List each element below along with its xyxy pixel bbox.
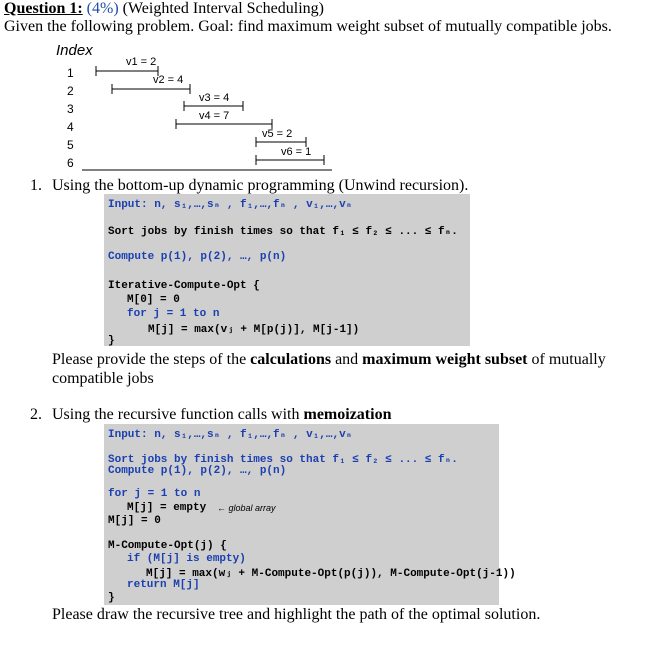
index-3: 3 (67, 102, 74, 116)
job-5-label: v5 = 2 (262, 128, 293, 140)
part2-title-bold: memoization (303, 406, 392, 423)
part2-code-block (104, 424, 516, 605)
index-6: 6 (67, 156, 74, 170)
index-label: Index (56, 42, 93, 59)
job-3-label: v3 = 4 (199, 92, 230, 104)
p2-code-return: return M[j] (127, 579, 200, 591)
p1-code-mj: M[j] = max(vⱼ + M[p(j)], M[j-1]) (148, 324, 360, 336)
job-6-label: v6 = 1 (281, 146, 312, 158)
p2-code-mj-empty: M[j] = empty (127, 502, 207, 514)
p2-code-compute: Compute p(1), p(2), …, p(n) (108, 465, 287, 477)
p2-code-mj-zero: M[j] = 0 (108, 515, 161, 527)
part1-prompt-bold-subset: maximum weight subset (362, 351, 528, 368)
question-percent: (4%) (86, 0, 119, 17)
part1-prompt-line2: compatible jobs (52, 370, 154, 387)
p2-code-mj-max: M[j] = max(wⱼ + M-Compute-Opt(p(j)), M-Compute-Opt(j-1)) (146, 568, 516, 580)
p2-code-for: for j = 1 to n (108, 488, 201, 500)
part1-code-block (104, 194, 470, 346)
p1-code-compute: Compute p(1), p(2), …, p(n) (108, 251, 287, 263)
part1-prompt-post: of mutually (527, 351, 606, 368)
p1-code-sort: Sort jobs by finish times so that f₁ ≤ f₂ ≤ ... ≤ fₙ. (108, 226, 458, 238)
part1-title: Using the bottom-up dynamic programming (Unwind recursion). (52, 177, 469, 194)
job-1-label: v1 = 2 (126, 56, 157, 68)
part2-title (52, 406, 391, 424)
index-4: 4 (67, 120, 74, 134)
part1-number: 1. (30, 177, 42, 194)
interval-diagram (0, 0, 646, 180)
part2-prompt: Please draw the recursive tree and highlight the path of the optimal solution. (52, 606, 541, 623)
index-5: 5 (67, 138, 74, 152)
part1-prompt-mid: and (331, 351, 363, 368)
p2-code-func: M-Compute-Opt(j) { (108, 540, 227, 552)
p1-code-m0: M[0] = 0 (127, 294, 180, 306)
part2-number: 2. (30, 406, 42, 423)
p1-code-close: } (108, 335, 115, 347)
p1-code-func: Iterative-Compute-Opt { (108, 280, 260, 292)
p2-code-input: Input: n, s₁,…,sₙ , f₁,…,fₙ , v₁,…,vₙ (108, 429, 353, 441)
p2-global-array-note: ← global array (217, 503, 276, 513)
p2-code-sort: Sort jobs by finish times so that f₁ ≤ f₂ ≤ ... ≤ fₙ. (108, 454, 458, 466)
job-2-label: v2 = 4 (153, 74, 184, 86)
part1-prompt (52, 351, 606, 369)
p2-code-close: } (108, 592, 115, 604)
question-number: Question 1: (4, 0, 83, 17)
job-4-label: v4 = 7 (199, 110, 230, 122)
part1-prompt-bold-calculations: calculations (250, 351, 332, 368)
part2-title-pre: Using the recursive function calls with (52, 406, 304, 423)
p1-code-input (108, 197, 352, 211)
index-2: 2 (67, 84, 74, 98)
p1-code-input-text: Input: n, s₁,…,sₙ , f₁,…,fₙ , v₁,…,vₙ (108, 199, 353, 211)
index-1: 1 (67, 66, 74, 80)
p1-code-for: for j = 1 to n (127, 308, 220, 320)
question-topic: (Weighted Interval Scheduling) (122, 0, 324, 17)
p2-code-if: if (M[j] is empty) (127, 553, 246, 565)
part1-prompt-pre: Please provide the steps of the (52, 351, 251, 368)
problem-intro: Given the following problem. Goal: find maximum weight subset of mutually compatible jobs. (4, 18, 612, 35)
